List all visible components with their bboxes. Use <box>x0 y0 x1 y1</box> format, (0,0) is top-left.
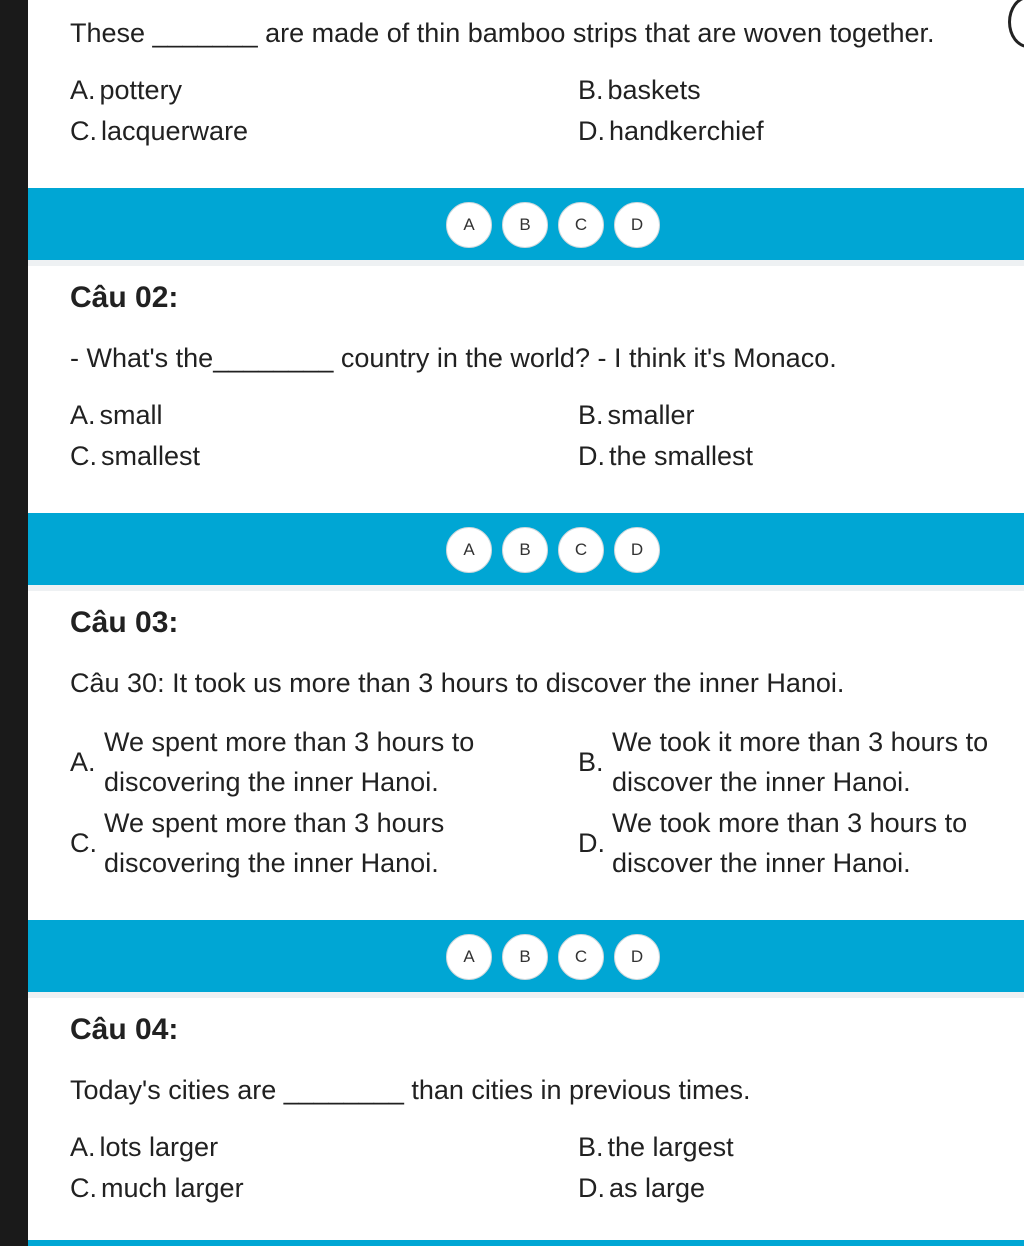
answer-c-button[interactable]: C <box>558 527 604 573</box>
option-text: small <box>99 400 163 430</box>
q4-option-d[interactable] <box>578 1173 705 1204</box>
option-letter: B. <box>578 747 604 777</box>
option-letter: B. <box>578 1132 604 1162</box>
bottom-bar-edge <box>28 1240 1024 1246</box>
option-letter: A. <box>70 747 96 777</box>
option-line-2: discovering the inner Hanoi. <box>104 848 439 878</box>
option-text: lots larger <box>99 1132 219 1162</box>
answer-b-button[interactable]: B <box>502 527 548 573</box>
answer-c-button[interactable]: C <box>558 934 604 980</box>
option-letter: A. <box>70 400 96 430</box>
question-4-title: Câu 04: <box>70 1013 179 1046</box>
option-text: the smallest <box>609 441 754 471</box>
q4-option-c[interactable] <box>70 1173 244 1204</box>
option-text: baskets <box>607 75 701 105</box>
answer-a-button[interactable]: A <box>446 202 492 248</box>
quiz-page <box>28 0 1024 1246</box>
option-text <box>612 722 988 802</box>
q2-option-d[interactable] <box>578 441 753 472</box>
q2-option-a[interactable] <box>70 400 163 431</box>
option-text: pottery <box>99 75 183 105</box>
option-letter: B. <box>578 75 604 105</box>
divider <box>28 992 1024 998</box>
q3-option-d[interactable] <box>578 803 1018 883</box>
floating-button-icon[interactable] <box>1008 0 1024 48</box>
answer-a-button[interactable]: A <box>446 934 492 980</box>
q1-option-c[interactable] <box>70 116 248 147</box>
option-line-1: We spent more than 3 hours to <box>104 727 475 757</box>
option-text: smallest <box>101 441 201 471</box>
option-letter: D. <box>578 828 605 858</box>
option-line-1: We took more than 3 hours to <box>612 808 968 838</box>
question-2-title: Câu 02: <box>70 281 179 314</box>
q1-option-b[interactable] <box>578 75 701 106</box>
divider <box>28 260 1024 266</box>
answer-d-button[interactable]: D <box>614 202 660 248</box>
option-line-1: We took it more than 3 hours to <box>612 727 989 757</box>
q1-option-d[interactable] <box>578 116 764 147</box>
question-3-stem: Câu 30: It took us more than 3 hours to discover the inner Hanoi. <box>70 668 845 698</box>
answer-b-button[interactable]: B <box>502 934 548 980</box>
q2-option-c[interactable] <box>70 441 200 472</box>
answer-bar-3 <box>28 920 1024 992</box>
option-letter: D. <box>578 116 605 146</box>
option-line-1: We spent more than 3 hours <box>104 808 445 838</box>
q3-option-b[interactable] <box>578 722 1018 802</box>
q3-option-a[interactable] <box>70 722 540 802</box>
option-text: much larger <box>101 1173 244 1203</box>
option-letter: C. <box>70 441 97 471</box>
answer-d-button[interactable]: D <box>614 934 660 980</box>
question-1-stem: These _______ are made of thin bamboo strips that are woven together. <box>70 18 935 48</box>
option-letter: C. <box>70 116 97 146</box>
question-3-title: Câu 03: <box>70 606 179 639</box>
q4-option-b[interactable] <box>578 1132 734 1163</box>
option-text: handkerchief <box>609 116 764 146</box>
q3-option-c[interactable] <box>70 803 540 883</box>
answer-bar-2 <box>28 513 1024 585</box>
option-letter: A. <box>70 75 96 105</box>
answer-c-button[interactable]: C <box>558 202 604 248</box>
divider <box>28 585 1024 591</box>
option-letter: C. <box>70 1173 97 1203</box>
answer-bar-1 <box>28 188 1024 260</box>
option-letter: D. <box>578 441 605 471</box>
option-text: as large <box>609 1173 706 1203</box>
option-line-2: discovering the inner Hanoi. <box>104 767 439 797</box>
option-text: the largest <box>607 1132 734 1162</box>
q2-option-b[interactable] <box>578 400 695 431</box>
q4-option-a[interactable] <box>70 1132 218 1163</box>
option-letter: A. <box>70 1132 96 1162</box>
option-text: smaller <box>607 400 695 430</box>
question-2-stem: - What's the________ country in the world? - I think it's Monaco. <box>70 343 837 373</box>
option-text <box>612 803 967 883</box>
option-line-2: discover the inner Hanoi. <box>612 848 911 878</box>
option-letter: B. <box>578 400 604 430</box>
option-text: lacquerware <box>101 116 249 146</box>
answer-b-button[interactable]: B <box>502 202 548 248</box>
answer-d-button[interactable]: D <box>614 527 660 573</box>
option-text <box>104 722 474 802</box>
question-4-stem: Today's cities are ________ than cities in previous times. <box>70 1075 751 1105</box>
option-letter: D. <box>578 1173 605 1203</box>
option-letter: C. <box>70 828 97 858</box>
answer-a-button[interactable]: A <box>446 527 492 573</box>
option-line-2: discover the inner Hanoi. <box>612 767 911 797</box>
option-text <box>104 803 444 883</box>
q1-option-a[interactable] <box>70 75 182 106</box>
